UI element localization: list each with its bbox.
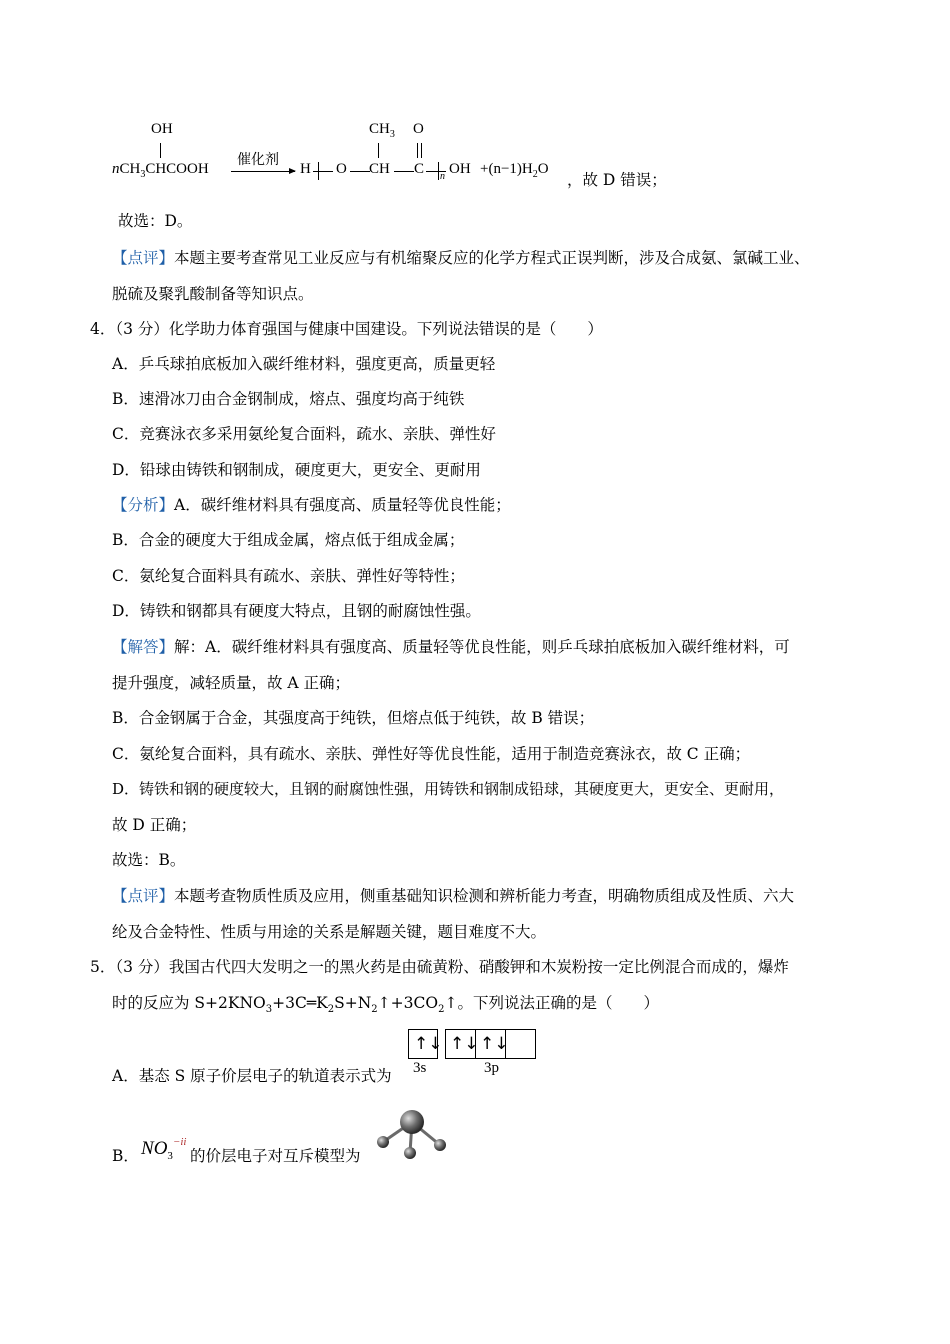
ch3-top: $CH_3$	[369, 121, 395, 140]
product-h: H	[300, 161, 311, 177]
reaction-oh-label: OH	[151, 121, 173, 137]
comment-tag: 【点评】	[112, 249, 175, 267]
orbital-3s-label: 3s	[413, 1060, 427, 1076]
q4-solution-a1: 【解答】解：A．碳纤维材料具有强度高、质量轻等优良性能，则乒乓球拍底板加入碳纤维材料，可	[112, 638, 790, 656]
q4-option-a: A．乒乓球拍底板加入碳纤维材料，强度更高，质量更轻	[112, 355, 496, 373]
reaction-conclusion: ，故 D 错误；	[567, 171, 667, 189]
q4-answer: 故选：B。	[112, 851, 186, 869]
double-bond-1	[417, 143, 418, 158]
q4-solution-d2: 故 D 正确；	[112, 816, 197, 834]
orbital-box-3p	[445, 1029, 536, 1059]
bond-ch-c	[394, 171, 414, 172]
bond-o-ch	[350, 171, 370, 172]
product-oh: OH	[449, 161, 471, 177]
q4-option-d: D．铅球由铸铁和钢制成，硬度更大，更安全、更耐用	[112, 461, 481, 479]
q4-analysis-c: C．氨纶复合面料具有疏水、亲肤、弹性好等特性；	[112, 567, 465, 585]
spin-up-down-icon: ↑↓	[480, 1034, 509, 1054]
catalyst-label: 催化剂	[237, 152, 279, 168]
q4-solution-a2: 提升强度，减轻质量，故 A 正确；	[112, 674, 351, 692]
q4-comment-line1: 【点评】本题考查物质性质及应用，侧重基础知识检测和辨析能力考查，明确物质组成及性质、六大	[112, 887, 795, 905]
analysis-tag: 【分析】	[112, 496, 175, 514]
spin-up-down-icon: ↑↓	[414, 1034, 443, 1054]
q3-answer: 故选：D。	[118, 212, 193, 230]
q4-analysis-b: B．合金的硬度大于组成金属，熔点低于组成金属；	[112, 531, 465, 549]
q5-option-a: A．基态 S 原子价层电子的轨道表示式为	[112, 1067, 392, 1085]
reaction-arrow-head	[289, 168, 296, 174]
q4-comment-line2: 纶及合金特性、性质与用途的关系是解题关键，题目难度不大。	[112, 923, 547, 941]
product-c: C	[414, 161, 425, 177]
q4-stem: 4．（3 分）化学助力体育强国与健康中国建设。下列说法错误的是（ ）	[90, 320, 603, 338]
q5-stem-line2: 时的反应为 $S+2KNO_3+3C═K_2S+N_2↑+3CO_2↑$。下列说法正确的是（ ）	[112, 994, 659, 1015]
bracket-left-dash	[313, 171, 333, 172]
q5-option-b-text: 的价层电子对互斥模型为	[190, 1147, 361, 1165]
spin-up-down-icon: ↑↓	[450, 1034, 479, 1054]
bond-ch3	[378, 143, 379, 158]
orbital-3p-cell-2	[476, 1030, 509, 1058]
reaction-arrow	[231, 171, 295, 172]
solution-tag: 【解答】	[112, 638, 175, 656]
orbital-3p-cell-1	[446, 1030, 479, 1058]
q5-option-b: B．	[112, 1147, 139, 1165]
reaction-lhs: nCH$_3$CHCOOH	[112, 161, 209, 180]
q4-solution-c: C．氨纶复合面料，具有疏水、亲肤、弹性好等优良性能，适用于制造竞赛泳衣，故 C 正确；	[112, 745, 751, 763]
q3-comment-line1: 【点评】本题主要考查常见工业反应与有机缩聚反应的化学方程式正误判断，涉及合成氨、氯碱工业、	[112, 249, 810, 267]
nitrate-formula: $NO_3^{-ii}$	[141, 1136, 187, 1162]
trigonal-planar-model-icon	[372, 1105, 452, 1175]
q4-option-b: B．速滑冰刀由合金钢制成，熔点、强度均高于纯铁	[112, 390, 465, 408]
q4-solution-b: B．合金钢属于合金，其强度高于纯铁，但熔点低于纯铁，故 B 错误；	[112, 709, 595, 727]
q4-analysis-a: 【分析】A．碳纤维材料具有强度高、质量轻等优良性能；	[112, 496, 511, 514]
reaction-oh-bond	[160, 143, 161, 158]
bracket-right	[438, 162, 439, 180]
q5-stem-line1: 5．（3 分）我国古代四大发明之一的黑火药是由硫黄粉、硝酸钾和木炭粉按一定比例混合而成的，爆炸	[90, 958, 789, 976]
q4-analysis-d: D．铸铁和钢都具有硬度大特点，且钢的耐腐蚀性强。	[112, 602, 481, 620]
carbonyl-o: O	[413, 121, 424, 137]
orbital-3p-label: 3p	[484, 1060, 499, 1076]
q4-solution-d1: D．铸铁和钢的硬度较大，且钢的耐腐蚀性强，用铸铁和钢制成铅球，其硬度更大，更安全、更耐用，	[112, 780, 785, 798]
q3-comment-line2: 脱硫及聚乳酸制备等知识点。	[112, 285, 314, 303]
q4-option-c: C．竞赛泳衣多采用氨纶复合面料，疏水、亲肤、弹性好	[112, 425, 496, 443]
water-term: $+(n-1)H_2O$	[480, 161, 549, 180]
orbital-3p-cell-3	[506, 1030, 534, 1058]
product-ch: CH	[369, 161, 390, 177]
comment-tag: 【点评】	[112, 887, 175, 905]
double-bond-2	[421, 143, 422, 158]
orbital-box-3s	[408, 1029, 443, 1059]
product-o: O	[336, 161, 347, 177]
repeat-n: n	[440, 171, 445, 182]
